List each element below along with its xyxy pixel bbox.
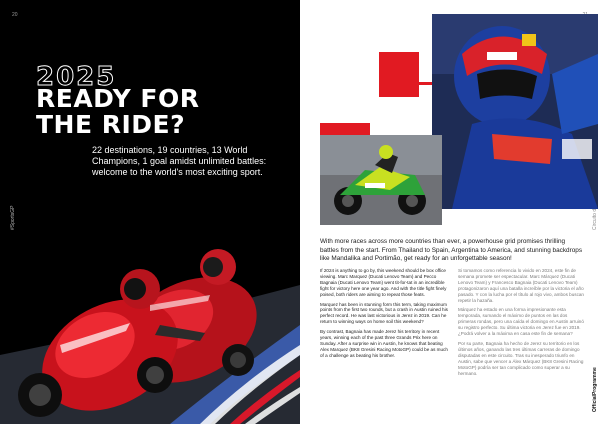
headline-line-2: THE RIDE? bbox=[36, 110, 186, 139]
english-paragraph: If 2024 is anything to go by, this weekend should be box office viewing. Marc Marquez (Ducati Lenovo Team) and Pecco Bagnaia (Ducati Lenovo Team) went tit-for-tat in an incredible fight for victory here one year ago. And with the title fight finely poised, both riders are aiming to repeat those feats. bbox=[320, 268, 447, 297]
race-photo-riders bbox=[0, 205, 300, 424]
intro-text: 22 destinations, 19 countries, 13 World Champions, 1 goal amidst unlimited battles: welcome to the world's most exciting sport. bbox=[92, 145, 267, 177]
spanish-column bbox=[458, 268, 586, 380]
english-paragraph: Marquez has been in stunning form this term, taking maximum points from the first two rounds, but a crash in Austin ruined his perfect record. He was last victorious in Jerez in 2019. Can he return to winning ways on home soil this weekend? bbox=[320, 301, 448, 325]
lede-paragraph: With more races across more countries than ever, a powerhouse grid promises thrilling battles from the start. From Thailand to Spain, Argentina to America, and stunning backdrops like Mandalika and Portimão, get ready for an unforgettable season! bbox=[320, 238, 583, 262]
accent-block bbox=[379, 52, 419, 97]
accent-bar bbox=[320, 123, 370, 135]
spanish-paragraph: Si tomamos como referencia lo vivido en 2024, este fin de semana promete ser espectacular. Marc Márquez (Ducati Lenovo Team) y Francesco Bagnaia (Ducati Lenovo Team) protagonizaron aquí una batalla increíble por la victoria el año pasado. Y con la lucha por el título al rojo vivo, ambos buscan repetir la hazaña. bbox=[458, 268, 584, 303]
headline-line-1: READY FOR bbox=[36, 84, 200, 113]
rider-closeup-photo bbox=[432, 14, 598, 209]
right-page bbox=[300, 0, 600, 424]
page-number-left: 20 bbox=[12, 12, 18, 18]
spanish-paragraph: Por su parte, Bagnaia ha hecho de Jerez su territorio en los últimos años, ganando las tres últimas carreras de domingo disputadas en este circuito. Tras su inesperado triunfo en Austin, sabe que vencer a Álex Márquez (BK8 Gresini Racing MotoGP) podría ser tan complicado como superar a su hermano. bbox=[458, 340, 584, 376]
hashtag-label: #SportsGP bbox=[10, 205, 16, 230]
headline-year: 2025 bbox=[36, 62, 117, 92]
english-column bbox=[320, 268, 448, 363]
brand-label-right: OfficialProgramme bbox=[592, 367, 598, 412]
spanish-paragraph: Márquez ha estado en una forma impresionante esta temporada, sumando el máximo de puntos en las dos primeras rondas, pero una caída el domingo en Austin arruinó su registro perfecto. Su última victoria en Jerez fue en 2019. ¿Podrá volver a la máxima en casa este fin de semana? bbox=[458, 307, 584, 337]
bike-action-photo bbox=[320, 135, 442, 225]
english-paragraph: By contrast, Bagnaia has made Jerez his territory in recent years, winning each of the past three Grands Prix here on Sunday. After a surprise win in Austin, he knows that beating Alex Marquez (BK8 Gresini Racing MotoGP) could be as much of a challenge as beating his brother. bbox=[320, 329, 448, 358]
